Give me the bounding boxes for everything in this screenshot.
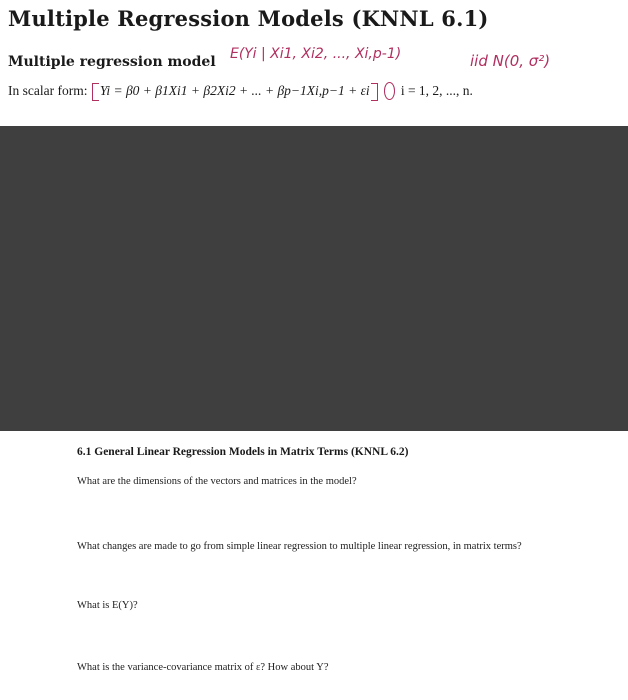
- scalar-equation: Yi = β0 + β1Xi1 + β2Xi2 + ... + βp−1Xi,p−1 + εi: [99, 83, 370, 98]
- handwritten-expectation: E(Yi | Xi1, Xi2, ..., Xi,p-1): [230, 46, 402, 62]
- model-label: Multiple regression model: [8, 54, 216, 70]
- handwritten-distribution: iid N(0, σ²): [470, 52, 551, 70]
- section-title: 6.1 General Linear Regression Models in Matrix Terms (KNNL 6.2): [77, 446, 409, 458]
- page-title: Multiple Regression Models (KNNL 6.1): [8, 6, 489, 31]
- question-dimensions: What are the dimensions of the vectors and matrices in the model?: [77, 476, 357, 487]
- scalar-form-prefix: In scalar form:: [8, 83, 88, 98]
- scalar-form-line: [8, 82, 473, 101]
- annotation-bracket-left: [92, 83, 99, 101]
- question-expectation: What is E(Y)?: [77, 600, 138, 611]
- question-changes: What changes are made to go from simple linear regression to multiple linear regression, in matrix terms?: [77, 541, 522, 552]
- question-variance: What is the variance-covariance matrix of ε? How about Y?: [77, 662, 329, 673]
- annotation-circle: [384, 82, 395, 100]
- redacted-region: [0, 126, 628, 431]
- annotation-bracket-right: [371, 83, 378, 101]
- scalar-index: i = 1, 2, ..., n.: [400, 83, 473, 98]
